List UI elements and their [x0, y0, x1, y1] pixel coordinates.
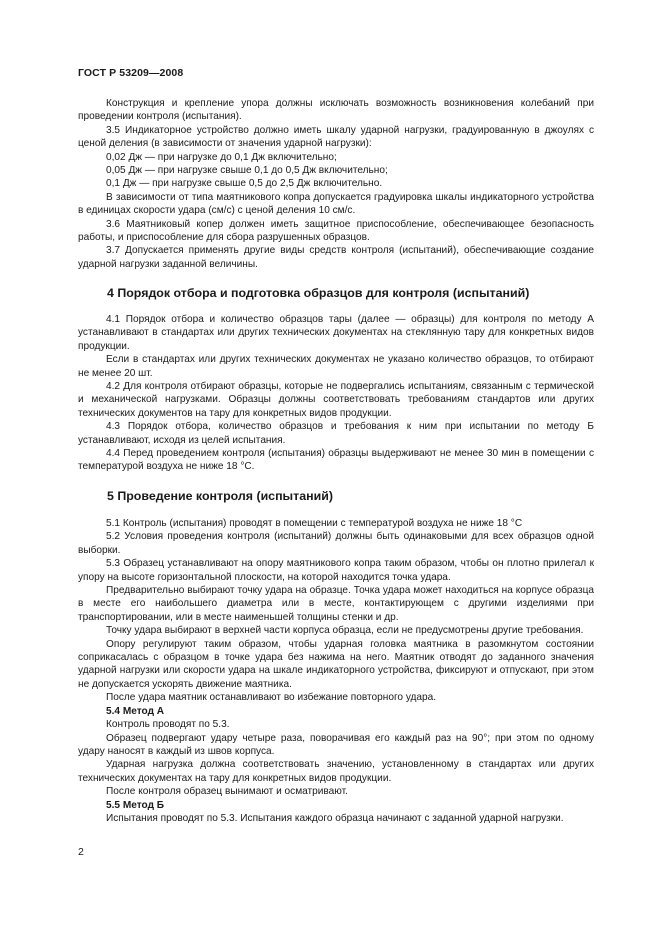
paragraph: Опору регулируют таким образом, чтобы ударная головка маятника в разомкнутом состоянии соприкасалась с образцом в точке удара без нажима на него. Маятник отводят до заданного значения ударной нагрузки или скорости удара на шкале индикаторного устройства, фиксируют и отпускают, при этом не допускается ускорять движение маятника.	[78, 638, 594, 690]
paragraph: 5.1 Контроль (испытания) проводят в помещении с температурой воздуха не ниже 18 °С	[106, 518, 523, 529]
page-number: 2	[78, 846, 84, 858]
paragraph: 3.6 Маятниковый копер должен иметь защитное приспособление, обеспечивающее безопасность работы, и приспособление для сбора разрушенных образцов.	[78, 218, 594, 244]
paragraph: 0,1 Дж — при нагрузке свыше 0,5 до 2,5 Дж включительно.	[106, 178, 383, 190]
paragraph: Конструкция и крепление упора должны исключать возможность возникновения колебаний при проведении контроля (испытания).	[78, 98, 594, 123]
paragraph: Ударная нагрузка должна соответствовать значению, установленному в стандартах или других технических документах на тару для конкретных видов продукции.	[78, 759, 594, 784]
method-b-title: 5.5 Метод Б	[106, 799, 165, 811]
section-5-body	[78, 517, 594, 825]
paragraph: После удара маятник останавливают во избежание повторного удара.	[106, 692, 437, 704]
method-a-title: 5.4 Метод А	[106, 705, 165, 717]
paragraph: 3.5 Индикаторное устройство должно иметь шкалу ударной нагрузки, градуированную в джоулях с ценой деления (в зависимости от значения ударной нагрузки):	[78, 124, 594, 150]
paragraph: В зависимости от типа маятникового копра допускается градуировка шкалы индикаторного устройства в единицах скорости удара (см/с) с ценой деления 10 см/с.	[78, 191, 594, 217]
paragraph: 4.2 Для контроля отбирают образцы, которые не подвергались испытаниям, связанным с термической и механической нагрузками. Образцы должны соответствовать требованиям стандартов или других технических документов на тару для конкретных видов продукции.	[78, 381, 594, 419]
paragraph: Образец подвергают удару четыре раза, поворачивая его каждый раз на 90°; при этом по одному удару наносят в каждый из швов корпуса.	[78, 732, 594, 757]
paragraph: Если в стандартах или других технических документах не указано количество образцов, то отбирают не менее 20 шт.	[78, 354, 594, 379]
paragraph: После контроля образец вынимают и осматривают.	[106, 786, 348, 798]
paragraph: Контроль проводят по 5.3.	[106, 719, 230, 731]
document-header: ГОСТ Р 53209—2008	[78, 67, 184, 79]
paragraph: 0,05 Дж — при нагрузке свыше 0,1 до 0,5 Дж включительно;	[106, 165, 388, 177]
section-4-title: 4 Порядок отбора и подготовка образцов для контроля (испытаний)	[107, 286, 530, 300]
paragraph: Испытания проводят по 5.3. Испытания каждого образца начинают с заданной ударной нагрузки.	[106, 812, 564, 824]
paragraph: 5.3 Образец устанавливают на опору маятникового копра таким образом, чтобы он плотно прилегал к упору на высоте горизонтальной плоскости, на которой находится точка удара.	[78, 558, 594, 583]
paragraph: 0,02 Дж — при нагрузке до 0,1 Дж включительно;	[106, 151, 337, 163]
paragraph: 5.2 Условия проведения контроля (испытаний) должны быть одинаковыми для всех образцов одной выборки.	[78, 531, 594, 556]
section3-continuation	[78, 97, 594, 271]
section-5-title: 5 Проведение контроля (испытаний)	[107, 489, 333, 503]
section-4-body	[78, 313, 594, 474]
paragraph: 3.7 Допускается применять другие виды средств контроля (испытаний), обеспечивающие создание ударной нагрузки заданной величины.	[78, 245, 594, 270]
paragraph: 4.1 Порядок отбора и количество образцов тары (далее — образцы) для контроля по методу А устанавливают в стандартах или других технических документах на стеклянную тару для конкретных видов продукции.	[78, 314, 594, 352]
paragraph: 4.3 Порядок отбора, количество образцов и требования к ним при испытании по методу Б устанавливают, исходя из целей испытания.	[78, 421, 594, 446]
paragraph: 4.4 Перед проведением контроля (испытания) образцы выдерживают не менее 30 мин в помещении с температурой воздуха не ниже 18 °С.	[78, 448, 594, 473]
paragraph: Предварительно выбирают точку удара на образце. Точка удара может находиться на корпусе образца в месте его наибольшего диаметра или в месте, контактирующем с другими изделиями при транспортировании, или в месте наименьшей толщины стенки и др.	[78, 585, 594, 623]
paragraph: Точку удара выбирают в верхней части корпуса образца, если не предусмотрены другие требования.	[106, 625, 584, 637]
